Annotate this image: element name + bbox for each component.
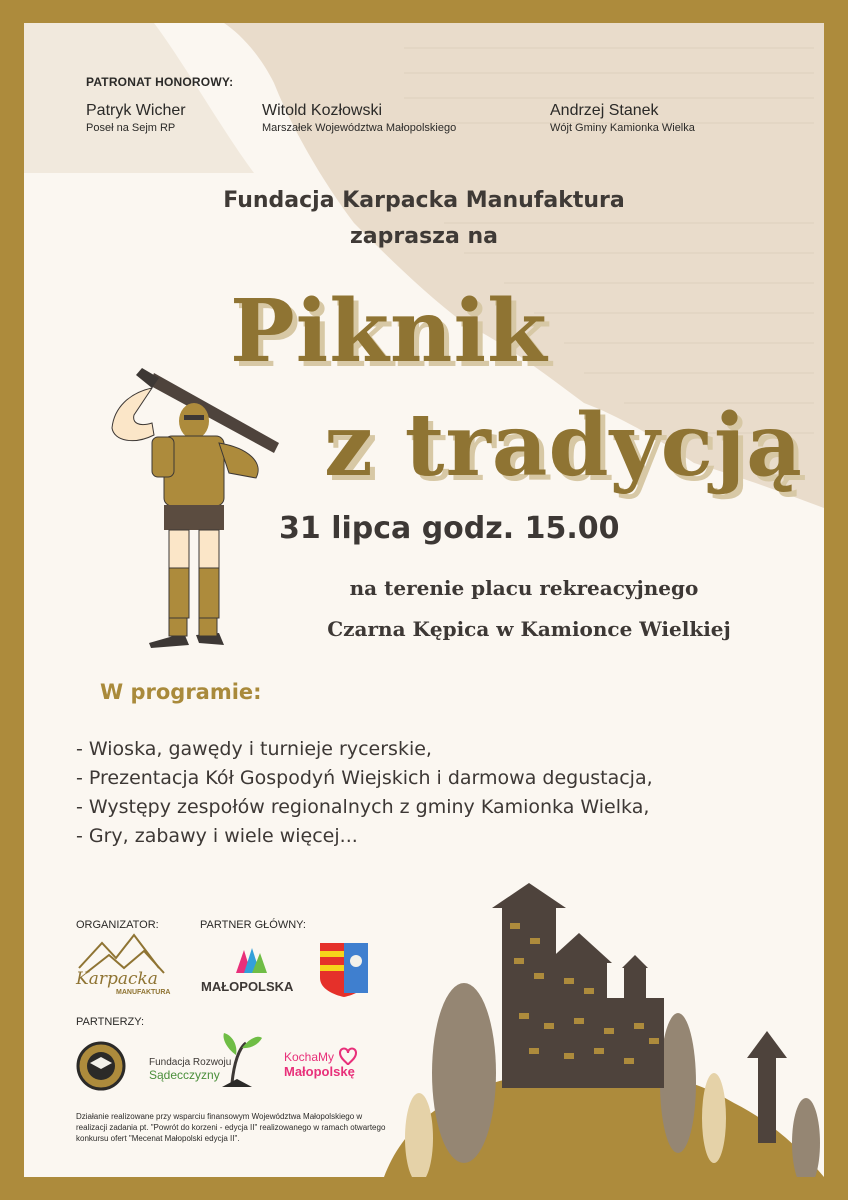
poster-canvas xyxy=(24,23,824,1177)
program-item: - Występy zespołów regionalnych z gminy Kamionka Wielka, xyxy=(76,796,650,818)
patron-2 xyxy=(262,102,456,134)
fundacja-logo-line2: Sądecczyzny xyxy=(149,1068,220,1082)
patron-role: Poseł na Sejm RP xyxy=(86,122,176,134)
program-list xyxy=(76,735,653,851)
patron-role: Wójt Gminy Kamionka Wielka xyxy=(550,122,695,134)
event-location-line1: na terenie placu rekreacyjnego xyxy=(349,576,699,600)
parchment-shape-left xyxy=(24,23,254,173)
heart-icon xyxy=(340,1049,356,1066)
malopolska-logo-mark xyxy=(236,948,267,973)
knight-illustration xyxy=(112,368,279,648)
tree-shape xyxy=(702,1073,726,1163)
orion-logo-mark xyxy=(78,1043,124,1089)
program-item: - Prezentacja Kół Gospodyń Wiejskich i darmowa degustacja, xyxy=(76,767,653,789)
coat-of-arms-logo xyxy=(320,943,368,997)
kochamy-logo-line1: KochaMy xyxy=(284,1050,335,1064)
program-heading: W programie: xyxy=(100,680,262,704)
kochamy-logo-line2: Małopolskę xyxy=(284,1064,355,1079)
karpacka-logo-sub: MANUFAKTURA xyxy=(116,989,171,996)
program-item: - Wioska, gawędy i turnieje rycerskie, xyxy=(76,738,432,760)
event-title-line1: Piknik xyxy=(230,281,548,382)
event-location-line2: Czarna Kępica w Kamionce Wielkiej xyxy=(327,617,731,641)
patron-1 xyxy=(86,102,186,134)
invitation-line: zaprasza na xyxy=(349,224,498,249)
karpacka-logo-text: Karpacka xyxy=(76,969,158,989)
malopolska-logo-text: MAŁOPOLSKA xyxy=(201,979,294,994)
funding-note: Działanie realizowane przy wsparciu finansowym Województwa Małopolskiego w realizacji zadania pt. "Powrót do korzeni - edycja II" realizowanego w ramach otwartego konkursu ofert "Mecenat Małopolski edycja II". xyxy=(76,1112,386,1143)
organizer-label: ORGANIZATOR: xyxy=(76,919,159,931)
patron-name: Andrzej Stanek xyxy=(550,102,659,119)
tree-shape xyxy=(432,983,496,1163)
patron-3 xyxy=(550,102,695,134)
patron-name: Patryk Wicher xyxy=(86,102,186,119)
organizer-name: Fundacja Karpacka Manufaktura xyxy=(223,188,625,213)
karpacka-logo-mark xyxy=(79,935,164,973)
patronat-label: PATRONAT HONOROWY: xyxy=(86,75,234,89)
tree-shape xyxy=(405,1093,433,1177)
fundacja-logo-line1: Fundacja Rozwoju xyxy=(149,1057,232,1068)
event-title-line2: z tradycją xyxy=(324,395,803,496)
event-date: 31 lipca godz. 15.00 xyxy=(279,511,620,546)
tree-shape xyxy=(792,1098,820,1177)
patron-role: Marszałek Województwa Małopolskiego xyxy=(262,122,457,134)
tree-shape xyxy=(660,1013,696,1153)
partners-label: PARTNERZY: xyxy=(76,1016,145,1028)
program-item: - Gry, zabawy i wiele więcej... xyxy=(76,825,358,847)
patron-name: Witold Kozłowski xyxy=(262,102,383,119)
partner-main-label: PARTNER GŁÓWNY: xyxy=(200,919,306,931)
invitation-text xyxy=(24,183,824,255)
